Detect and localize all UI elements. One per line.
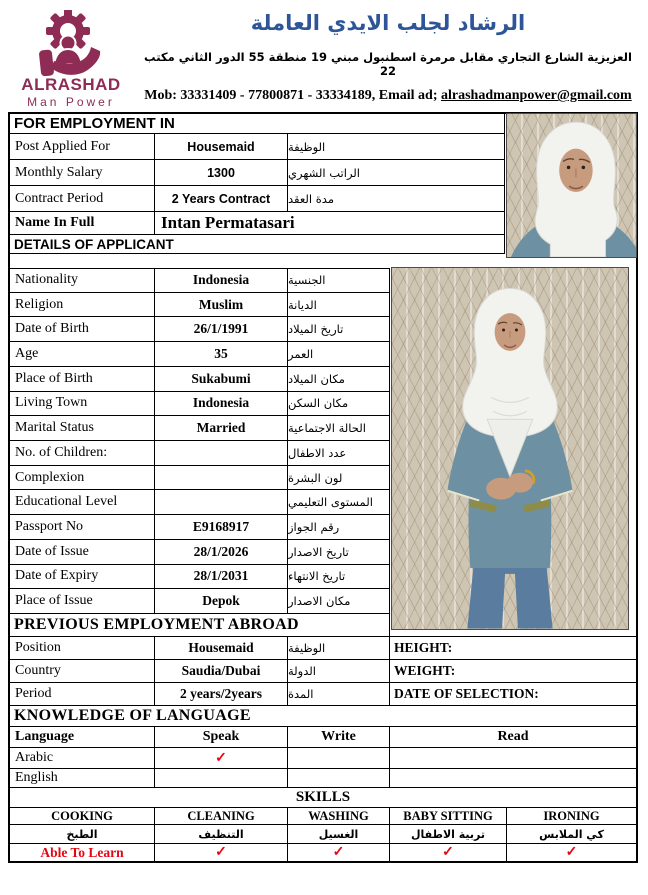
field-label-arabic: مكان الاصدار [288,589,390,614]
field-value: Saudia/Dubai [155,660,288,683]
field-value: Housemaid [155,134,288,160]
field-value [155,466,288,491]
field-label-arabic: تاريخ الانتهاء [288,565,390,590]
applicant-photo-headshot [506,113,637,258]
skill-status-cleaning: ✓ [155,844,288,861]
field-label: Name In Full [10,212,155,235]
write-cell [288,748,390,769]
field-value: 1300 [155,160,288,186]
field-label: Marital Status [10,416,155,441]
header [136,10,640,104]
field-value: 35 [155,342,288,367]
skill-column-cooking: COOKING [10,808,155,825]
section-title-previous-employment: PREVIOUS EMPLOYMENT ABROAD [10,614,390,637]
skill-status-ironing: ✓ [565,845,578,860]
field-value: Muslim [155,293,288,318]
column-header-speak: Speak [155,727,288,748]
skill-status-washing: ✓ [288,844,390,861]
field-label: Date of Expiry [10,565,155,590]
column-header-write: Write [288,727,390,748]
skill-arabic-baby-sitting: تربية الاطفال [390,825,507,844]
field-label-arabic: الراتب الشهري [288,160,505,186]
field-label-arabic: مكان السكن [288,392,390,417]
skills-arabic-row [10,825,636,844]
field-label: Place of Birth [10,367,155,392]
field-label: Nationality [10,268,155,293]
skill-arabic-ironing: كي الملابس [507,825,636,844]
field-value: Housemaid [155,637,288,660]
field-value: 28/1/2031 [155,565,288,590]
skill-status-baby-sitting: ✓ [390,844,507,861]
skill-status-cooking: Able To Learn [10,844,155,861]
field-value: 2 Years Contract [155,186,288,212]
language-name: English [10,769,155,788]
field-value: Married [155,416,288,441]
field-label-arabic: الحالة الاجتماعية [288,416,390,441]
field-value: Indonesia [155,268,288,293]
field-label-arabic: الوظيفة [288,134,505,160]
field-label-arabic: لون البشرة [288,466,390,491]
agency-title-arabic: الرشاد لجلب الايدي العاملة [250,11,526,35]
read-cell [390,769,636,788]
field-label-arabic: عدد الاطفال [288,441,390,466]
field-value: Depok [155,589,288,614]
field-label: Date of Birth [10,317,155,342]
speak-checkmark: ✓ [155,748,288,769]
field-label-arabic: مكان الميلاد [288,367,390,392]
row-position [10,637,636,660]
field-label: Country [10,660,155,683]
language-row-english [10,769,636,788]
field-label-arabic: الديانة [288,293,390,318]
row-period [10,683,636,706]
field-value: Indonesia [155,392,288,417]
manpower-logo-icon [21,10,121,76]
height-field: HEIGHT: [390,637,636,660]
field-label-arabic: المدة [288,683,390,706]
skill-column-ironing: IRONING [507,808,636,825]
field-label: No. of Children: [10,441,155,466]
field-label: Educational Level [10,490,155,515]
skill-column-washing: WASHING [288,808,390,825]
field-label: Place of Issue [10,589,155,614]
skill-column-cleaning: CLEANING [155,808,288,825]
field-label: Date of Issue [10,540,155,565]
field-value: Sukabumi [155,367,288,392]
field-label-arabic: العمر [288,342,390,367]
field-value: 28/1/2026 [155,540,288,565]
agency-logo [8,10,134,109]
language-table-header [10,727,636,748]
speak-cell [155,769,288,788]
field-label: Age [10,342,155,367]
field-label-arabic: تاريخ الاصدار [288,540,390,565]
skill-column-baby-sitting: BABY SITTING [390,808,507,825]
applicant-full-name: Intan Permatasari [155,212,505,235]
contact-line [136,88,640,104]
field-label-arabic: رقم الجواز [288,515,390,540]
skills-header-row [10,808,636,825]
write-cell [288,769,390,788]
field-label: Contract Period [10,186,155,212]
skills-status-row [10,844,636,861]
field-value: E9168917 [155,515,288,540]
language-name: Arabic [10,748,155,769]
field-label: Post Applied For [10,134,155,160]
skill-arabic-cooking: الطبخ [10,825,155,844]
field-label-arabic: الدولة [288,660,390,683]
section-title-skills: SKILLS [10,788,636,808]
field-value [155,490,288,515]
agency-logo-subtitle: Man Power [27,94,115,109]
read-cell [390,748,636,769]
applicant-fullbody-drawing [392,268,628,629]
field-label: Position [10,637,155,660]
field-label: Passport No [10,515,155,540]
field-label: Period [10,683,155,706]
field-label: Monthly Salary [10,160,155,186]
field-value [155,441,288,466]
date-of-selection-field: DATE OF SELECTION: [390,683,636,706]
language-row-arabic [10,748,636,769]
field-label: Living Town [10,392,155,417]
field-label-arabic: مدة العقد [288,186,505,212]
section-title-language: KNOWLEDGE OF LANGUAGE [10,706,636,727]
field-label-arabic: الجنسية [288,268,390,293]
weight-field: WEIGHT: [390,660,636,683]
applicant-photo-fullbody [391,267,629,630]
column-header-language: Language [10,727,155,748]
row-country [10,660,636,683]
agency-logo-name: ALRASHAD [21,75,121,94]
field-label: Religion [10,293,155,318]
skill-arabic-cleaning: التنظيف [155,825,288,844]
field-label-arabic: تاريخ الميلاد [288,317,390,342]
section-skills [10,788,636,808]
section-title-details: DETAILS OF APPLICANT [10,235,505,254]
field-value: 26/1/1991 [155,317,288,342]
agency-address-arabic: العزيزية الشارع التجاري مقابل مرمرة اسطنبول مبني 19 منطقة 55 الدور الثاني مكتب 22 [144,50,632,79]
skill-arabic-washing: الغسيل [288,825,390,844]
field-label-arabic: الوظيفة [288,637,390,660]
field-value: 2 years/2years [155,683,288,706]
field-label-arabic: المستوى التعليمي [288,490,390,515]
section-knowledge-of-language [10,706,636,727]
phone-numbers: Mob: 33331409 - 77800871 - 33334189, Email ad; [144,88,441,104]
section-title-for-employment: FOR EMPLOYMENT IN [10,114,505,134]
field-label: Complexion [10,466,155,491]
applicant-headshot-drawing [507,114,636,257]
column-header-read: Read [390,727,636,748]
email-link[interactable]: alrashadmanpower@gmail.com [440,88,632,104]
